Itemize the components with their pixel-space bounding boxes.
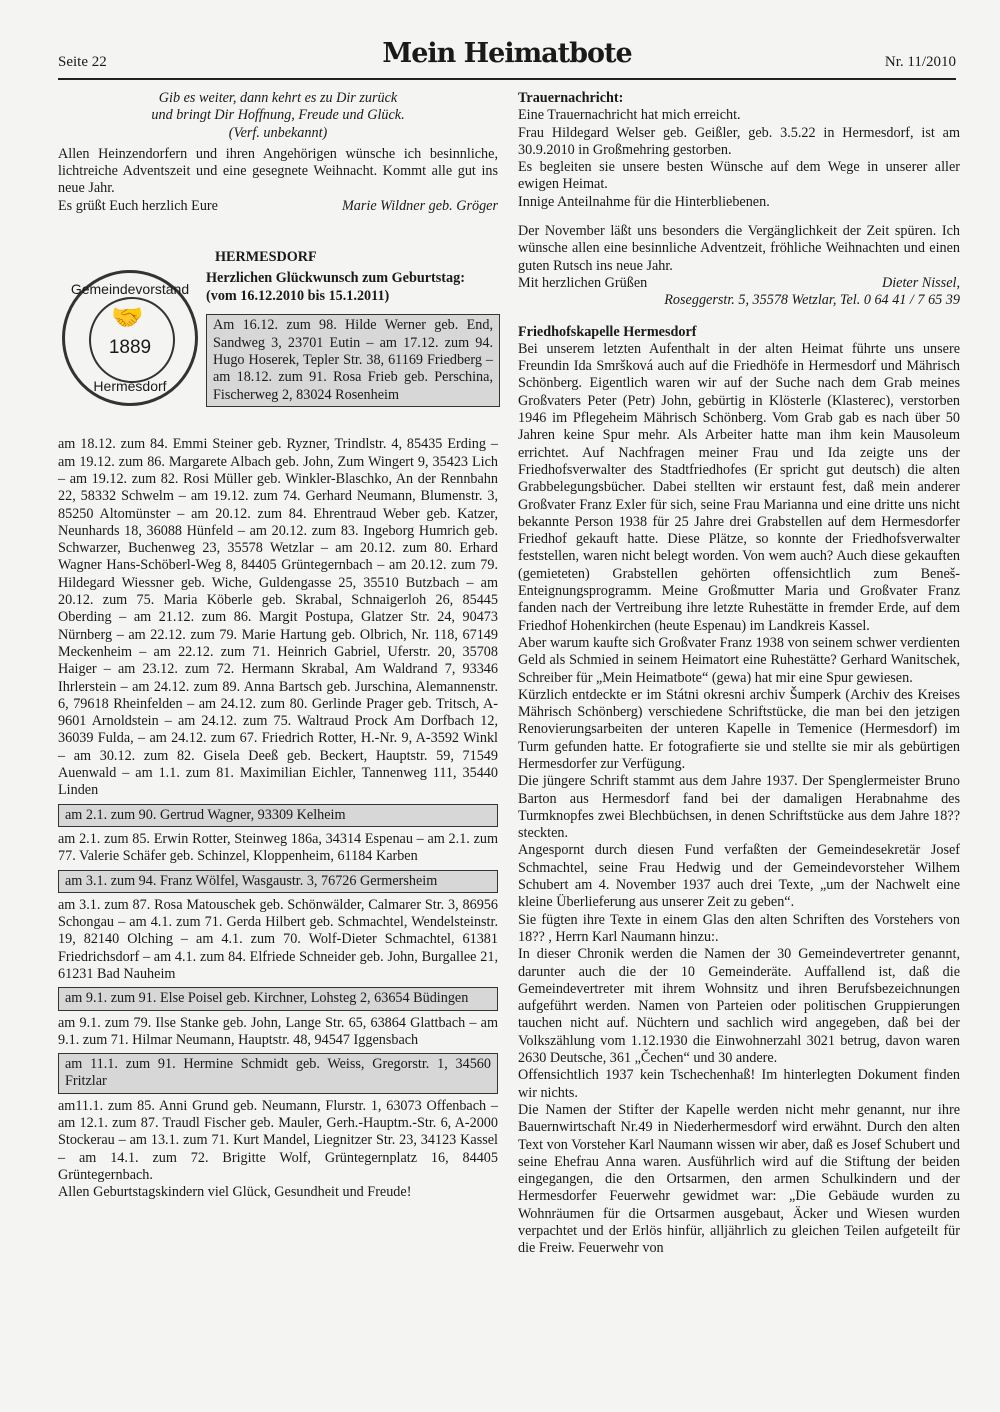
seal-year: 1889 [108,337,152,359]
poem-line: und bringt Dir Hoffnung, Freude und Glück. [151,107,405,124]
seal-text-bottom: Hermesdorf [93,378,167,395]
header-rule [58,78,956,80]
november-note: Der November läßt uns besonders die Vergänglichkeit der Zeit spüren. Ich wünsche allen eine besinnliche Adventzeit, fröhliche Weihnachten und einen guten Rutsch ins neue Jahr. [518,223,960,274]
article-heading: Friedhofskapelle Hermesdorf [518,323,697,340]
issue-number: Nr. 11/2010 [884,54,956,70]
highlight-box: Am 16.12. zum 98. Hilde Werner geb. End, Sandweg 3, 23701 Eutin – am 17.12. zum 94. Hugo Hoserek, Tepler Str. 38, 61169 Friedberg – am 18.12. zum 91. Rosa Frieb geb. Perschina, Fischerweg 2, 83024 Rosenheim [206,314,500,406]
signature-right: Marie Wildner geb. Gröger [341,197,498,214]
article-paragraph: Bei unserem letzten Aufenthalt in der alten Heimat führte uns unsere Freundin Ida Smršková auch auf die Friedhöfe in Hermesdorf und Mährisch Schönberg. Eigentlich waren wir auf der Suche nach dem Grab meines Großvaters Peter (Petr) John, gebürtig in Klösterle (Klasterec), verstorben 1946 im Pflegeheim Mährisch Schönberg. Vom Grab gab es nach über 50 Jahren keine Spur mehr. Als Arbeiter hatte man ihm kein Mausoleum errichtet. Auf Nachfragen meiner Frau und Ida zeigte uns der Friedhofsverwalter des Stadtfriedhofes (Er spricht gut deutsch) die alten Grabbelegungsbücher. Dabei stellten wir erstaunt fest, daß mein anderer Großvater Franz Exler für sich, seine Frau Marianna und eine dritte uns nicht bekannte Person 1938 für 25 Jahre drei Grabstellen auf dem Hermesdorfer Friedhof gekauft hatte. Diese Plätze, so konnte der Friedhofsverwalter feststellen, waren nicht belegt worden. Von wem auch? Auch diese gekauften (gemieteten) Grabstellen gehörten offensichtlich zum Beneš-Enteignungsprogramm. Meine Großmutter Maria und Großvater Franz fanden nach der Vertreibung ihre letzte Ruhestätte in fremder Erde, auf dem Friedhof Hohenkirchen (heute Espenau) im Landkreis Kassel. [518,340,960,634]
article-paragraph: Kürzlich entdeckte er im Státni okresni archiv Šumperk (Archiv des Kreises Mährisch Schönberg) verschiedene Schriftstücke, die man bei den jetzigen Renovierungsarbeiten der unteren Kapelle in Temenice (Hermesdorf) im Turm gefunden hatte. Er fotografierte sie und stellte sie mir als gebürtigen Hermesdorfer zur Verfügung. [518,686,960,772]
birthday-list: am11.1. zum 85. Anni Grund geb. Neumann, Flurstr. 1, 63073 Offenbach – am 12.1. zum 87. Traudl Fischer geb. Mauler, Gerh.-Hauptm.-Str. 6, A-2000 Stockerau – am 13.1. zum 71. Kurt Mandel, Liegnitzer Str. 23, 34123 Kassel – am 14.1. zum 72. Brigitte Wolf, Grüntegernplatz 16, 84405 Grüntegernbach. [58,1097,498,1183]
signature [518,275,960,292]
obituary-text: Es begleiten sie unsere besten Wünsche auf dem Wege in unserer aller ewigen Heimat. [518,159,960,193]
page-header [58,34,956,78]
poem-line: (Verf. unbekannt) [228,124,328,141]
closing-line: Allen Geburtstagskindern viel Glück, Gesundheit und Freude! [58,1184,412,1201]
article-paragraph: Sie fügten ihre Texte in einem Glas den alten Schriften des Vorstehers von 18?? , Herrn Karl Naumann hinzu:. [518,911,960,945]
page-number: Seite 22 [58,54,107,70]
handshake-icon: 🤝 [111,303,144,333]
obituary-text: Eine Trauernachricht hat mich erreicht. [518,107,741,124]
obituary-text: Innige Anteilnahme für die Hinterbliebenen. [518,193,770,210]
birthday-list: am 3.1. zum 87. Rosa Matouschek geb. Schönwälder, Calmarer Str. 3, 86956 Schongau – am 4.1. zum 71. Gerda Hilbert geb. Schmachtel, Wendelsteinstr. 19, 82140 Olching – am 4.1. zum 70. Wolf-Dieter Schmachtel, 61381 Friedrichsdorf – am 4.1. zum 84. Elfriede Schneider geb. John, Burgallee 21, 61231 Bad Nauheim [58,896,498,982]
seal-stamp [62,270,198,406]
birthday-list: am 2.1. zum 85. Erwin Rotter, Steinweg 186a, 34314 Espenau – am 2.1. zum 77. Valerie Schäfer geb. Schinzel, Kloppenheim, 61184 Karben [58,830,498,865]
seal-text-top: Gemeindevorstand [70,281,190,298]
highlight-box: am 11.1. zum 91. Hermine Schmidt geb. Weiss, Gregorstr. 1, 34560 Fritzlar [58,1053,498,1094]
highlight-box: am 9.1. zum 91. Else Poisel geb. Kirchner, Lohsteg 2, 63654 Büdingen [58,987,498,1010]
obituary-heading: Trauernachricht: [518,90,624,106]
signature-left: Mit herzlichen Grüßen [518,274,648,291]
highlight-box: am 2.1. zum 90. Gertrud Wagner, 93309 Kelheim [58,804,498,827]
section-heading: HERMESDORF [215,249,317,266]
signature [58,198,498,215]
poem [58,90,498,142]
signature-left: Es grüßt Euch herzlich Eure [58,197,218,214]
poem-line: Gib es weiter, dann kehrt es zu Dir zurück [158,90,398,106]
congrats-heading: Herzlichen Glückwunsch zum Geburtstag: (vom 16.12.2010 bis 15.1.2011) [206,270,465,304]
signature-right: Dieter Nissel, [881,274,960,291]
highlight-box: am 3.1. zum 94. Franz Wölfel, Wasgaustr. 3, 76726 Germersheim [58,870,498,893]
signature-address: Roseggerstr. 5, 35578 Wetzlar, Tel. 0 64 41 / 7 65 39 [664,292,960,309]
right-column [518,90,960,1258]
article-paragraph: Offensichtlich 1937 kein Tschechenhaß! Im hinterlegten Dokument finden wir nichts. [518,1067,960,1101]
article-paragraph: Aber warum kaufte sich Großvater Franz 1938 von seinem schwer verdienten Geld als Schmied in seinem Heimatort eine Ruhestätte? Gerhard Wanitschek, Schreiber für „Mein Heimatbote“ (gewa) hat mir eine Spur gewiesen. [518,634,960,686]
article-paragraph: In dieser Chronik werden die Namen der 30 Gemeindevertreter genannt, darunter auch die der 10 Gemeinderäte. Auffallend ist, daß die Gemeindevertreter mit ihrem Wohnsitz und ihren Berufsbezeichnungen aufgeführt werden. Namen von Parteien oder politischen Gruppierungen tauchen nicht auf. Nüchtern und sachlich wird angegeben, daß bei der Volkszählung vom 1.12.1930 die Einwohnerzahl 3021 betrug, davon waren 2630 Deutsche, 361 „Čechen“ und 30 andere. [518,946,960,1067]
article-paragraph: Die jüngere Schrift stammt aus dem Jahre 1937. Der Spenglermeister Bruno Barton aus Hermesdorf fand bei der damaligen Herabnahme des Turmknopfes zwei Blechbüchsen, in denen Schriftstücke aus dem Jahre 18?? steckten. [518,773,960,842]
masthead: Mein Heimatbote [382,38,632,69]
article-paragraph: Die Namen der Stifter der Kapelle werden nicht mehr genannt, nur ihre Bauernwirtschaft Nr.49 in Niederhermesdorf wird erwähnt. Durch den alten Text von Vorsteher Karl Naumann wissen wir aber, daß es Josef Schubert und seine Ehefrau Anna waren. Ausführlich wird auf die Stiftung der beiden eingegangen, die den Ortsarmen, den armen Schulkindern und der Hermesdorfer Feuerwehr gewidmet war: „Die Gebäude wurden zu Wohnräumen für die Ortsarmen ausgebaut, Äcker und Wiesen wurden verpachtet und der Erlös hinfür, alljährlich zu gleichen Teilen aufgeteilt für die Freiw. Feuerwehr von [518,1101,960,1257]
birthday-list: am 9.1. zum 79. Ilse Stanke geb. John, Lange Str. 65, 63864 Glattbach – am 9.1. zum 71. Hilmar Neumann, Hauptstr. 48, 94547 Iggensbach [58,1014,498,1048]
birthday-header [58,270,498,436]
birthday-list: am 18.12. zum 84. Emmi Steiner geb. Ryzner, Trindlstr. 4, 85435 Erding – am 19.12. zum 86. Margarete Albach geb. John, Zum Wingert 9, 35423 Lich – am 19.12. zum 82. Rosi Müller geb. Winkler-Blaschko, An der Rennbahn 22, 58332 Schwelm – am 19.12. zum 74. Gerhard Neumann, Blumenstr. 3, 85250 Altomünster – am 20.12. zum 84. Ehrentraud Weber geb. Katzer, Neunhards 18, 36088 Hünfeld – am 20.12. zum 83. Ingeborg Humrich geb. Schwarzer, Buchenweg 23, 35578 Wetzlar – am 20.12. zum 80. Erhard Wagner Hans-Schöberl-Weg 8, 84405 Grüntegernbach – am 20.12. zum 79. Hildegard Wiessner geb. Wiche, Guldengasse 25, 35510 Butzbach – am 20.12. zum 75. Maria Köberle geb. Skrabal, Schnaigerloh 26, 85445 Oberding – am 21.12. zum 86. Margit Postupa, Glatzer Str. 24, 90473 Nürnberg – am 22.12. zum 79. Marie Hartung geb. Olbrich, Nr. 118, 67149 Meckenheim – am 22.12. zum 71. Heinrich Gabriel, Uferstr. 20, 35708 Haiger – am 23.12. zum 72. Hermann Skrabal, Am Waldrand 7, 93346 Ihrlerstein – am 24.12. zum 89. Anna Bartsch geb. Jurschina, Alemannenstr. 6, 79618 Rheinfelden – am 24.12. zum 80. Gerlinde Prager geb. Tritsch, A-9601 Arnoldstein – am 24.12. zum 75. Waltraud Prock Am Dorfbach 12, 36039 Fulda, – am 24.12. zum 67. Friedrich Rotter, H.-Nr. 9, A-3592 Winkl – am 30.12. zum 82. Gisela Deeß geb. Beckert, Hauptstr. 59, 71549 Auenwald – am 1.1. zum 81. Maximilian Eichler, Tannenweg 111, 35440 Linden [58,436,498,799]
article-paragraph: Angespornt durch diesen Fund verfaßten der Gemeindesekretär Josef Schmachtel, seine Frau Hedwig und der Gemeindevorsteher Wilhem Schubert am 4. November 1937 auch drei Texte, „um der Nachwelt eine kleine Überlieferung aus unserer Zeit zu geben“. [518,842,960,911]
obituary-text: Frau Hildegard Welser geb. Geißler, geb. 3.5.22 in Hermesdorf, ist am 30.9.2010 in Großmehring gestorben. [518,124,960,158]
greeting: Allen Heinzendorfern und ihren Angehörigen wünsche ich besinnliche, lichtreiche Adventszeit und eine gesegnete Weihnacht. Kommt alle gut ins neue Jahr. [58,145,498,197]
left-column [58,90,498,1202]
